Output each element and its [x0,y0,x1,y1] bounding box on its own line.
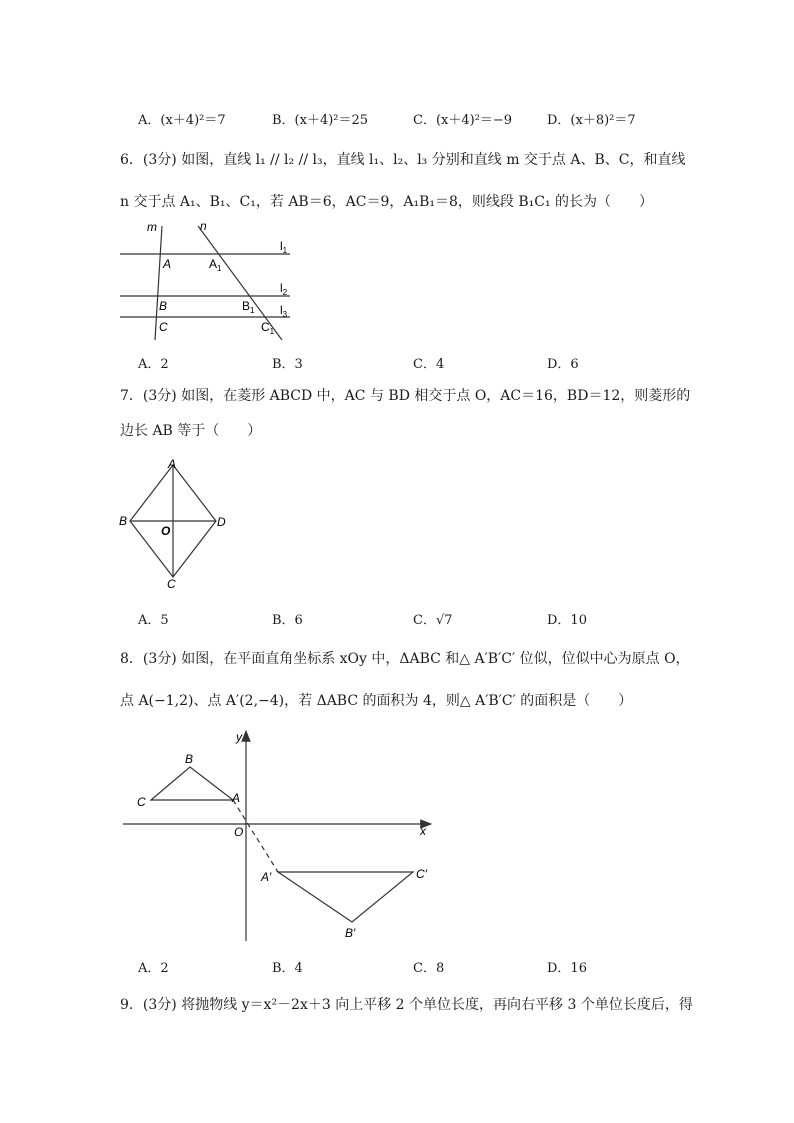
q7-text-line-1: 7．(3分) 如图，在菱形 ABCD 中，AC 与 BD 相交于点 O，AC＝16，BD＝12，则菱形的 [120,388,691,404]
label-a: A [163,257,172,271]
q7-option-b: B．6 [272,613,303,628]
q6-text-line-2: n 交于点 A₁、B₁、C₁，若 AB＝6，AC＝9，A₁B₁＝8，则线段 B₁C₁ 的长为（ ） [120,194,654,210]
label-l3: $l_3$ [280,303,288,319]
q5-option-d: D．(x＋8)²＝7 [547,113,636,128]
label-a: A [232,791,241,805]
label-b1: $B_1$ [242,299,255,315]
q7-option-a: A．5 [138,613,169,628]
q6-option-a: A．2 [138,357,169,372]
q8-text-line-2: 点 A(−1,2)、点 A′(2,−4)，若 ΔABC 的面积为 4，则△ A′B′C′ 的面积是（ ） [120,693,633,709]
label-b: B [159,299,168,313]
triangle-abc [151,767,233,800]
q8-text-line-1: 8．(3分) 如图，在平面直角坐标系 xOy 中，ΔABC 和△ A′B′C′ 位似，位似中心为原点 O， [120,651,690,667]
label-o: O [161,524,171,538]
label-b: B [119,514,128,528]
q8-option-a: A．2 [138,961,169,976]
label-y: y [236,730,242,744]
label-b: B [185,752,194,766]
label-b-prime: B′ [345,926,356,940]
label-c: C [159,320,168,334]
triangle-a-prime-b-prime-c-prime [278,872,413,922]
label-c: C [137,795,146,809]
label-o: O [234,825,244,839]
label-l1: $l_1$ [280,239,288,255]
q5-option-c: C．(x＋4)²＝−9 [413,113,513,128]
q7-option-d: D．10 [547,613,587,628]
label-a-prime: A′ [261,870,272,884]
q7-rhombus-figure [115,455,235,590]
q6-parallel-lines-figure [115,218,305,342]
q8-option-d: D．16 [547,961,587,976]
q8-option-b: B．4 [272,961,303,976]
q6-text-line-1: 6．(3分) 如图，直线 l₁ // l₂ // l₃，直线 l₁、l₂、l₃ 分别和直线 m 交于点 A、B、C，和直线 [120,152,686,168]
label-c: C [167,577,176,590]
q8-coordinate-figure [115,725,445,945]
label-d: D [217,515,226,529]
label-a: A [168,457,177,471]
label-n: n [200,219,207,233]
label-a1: $A_1$ [209,257,222,273]
label-x: x [420,824,426,838]
label-l2: $l_2$ [280,281,288,297]
q8-option-c: C．8 [413,961,445,976]
q9-text-line-1: 9．(3分) 将抛物线 y＝x²－2x＋3 向上平移 2 个单位长度，再向右平移 3 个单位长度后，得 [120,997,693,1013]
q6-option-b: B．3 [272,357,303,372]
q6-option-c: C．4 [413,357,445,372]
q5-option-b: B．(x＋4)²＝25 [272,113,369,128]
label-c1: $C_1$ [261,320,275,336]
q6-option-d: D．6 [547,357,579,372]
label-m: m [147,220,157,234]
q7-option-c: C．√7 [413,613,453,628]
q5-option-a: A．(x＋4)²＝7 [138,113,226,128]
label-c-prime: C′ [416,867,427,881]
q7-text-line-2: 边长 AB 等于（ ） [120,423,262,439]
